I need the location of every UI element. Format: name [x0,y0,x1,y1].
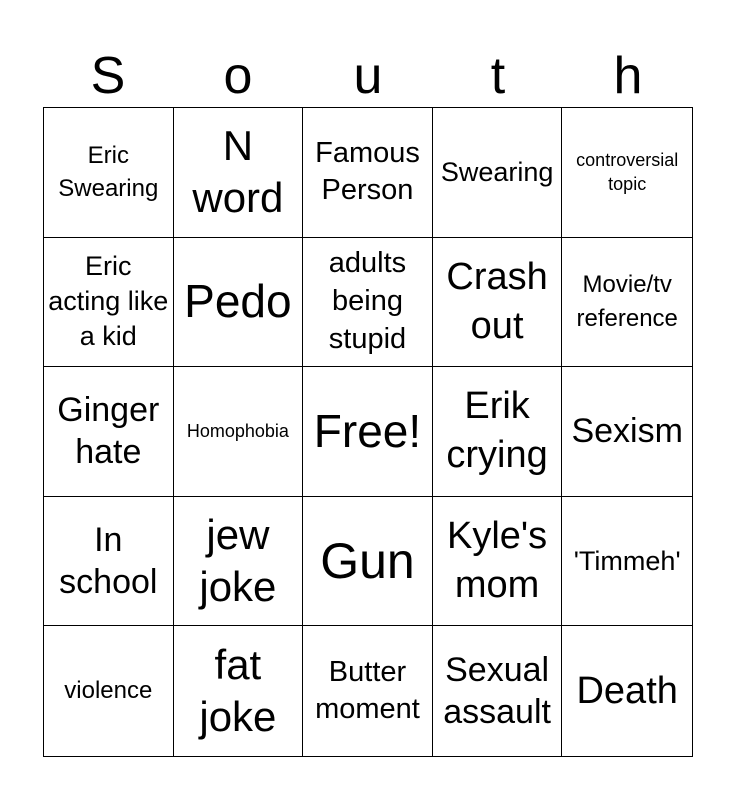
bingo-cell[interactable] [174,367,304,497]
bingo-cell[interactable] [174,108,304,238]
cell-label: Eric acting like a kid [48,251,169,352]
bingo-cell[interactable] [562,238,692,368]
bingo-cell[interactable] [174,497,304,627]
free-space-cell[interactable] [303,367,433,497]
bingo-cell[interactable] [562,626,692,756]
bingo-cell[interactable] [44,238,174,368]
cell-label: Famous Person [315,136,420,207]
cell-label: Ginger hate [57,390,160,472]
bingo-cell[interactable] [303,108,433,238]
bingo-cell[interactable] [562,497,692,627]
cell-label: Sexism [571,412,683,451]
bingo-cell[interactable] [174,238,304,368]
title-letter: h [613,47,643,105]
cell-label: Pedo [184,275,292,328]
cell-label: Movie/tv reference [576,271,678,332]
bingo-cell[interactable] [303,238,433,368]
bingo-cell[interactable] [433,238,563,368]
bingo-cell[interactable] [562,108,692,238]
bingo-cell[interactable] [44,108,174,238]
cell-label: Sexual assault [443,650,551,732]
cell-label: Swearing [440,156,554,187]
bingo-cell[interactable] [44,367,174,497]
cell-label: Eric Swearing [58,141,159,203]
cell-label: adults being stupid [328,247,407,355]
cell-label: In school [59,520,158,602]
cell-label: violence [64,677,153,705]
bingo-cell[interactable] [433,367,563,497]
bingo-cell[interactable] [433,108,563,238]
cell-label: Gun [320,532,415,589]
bingo-cell[interactable] [562,367,692,497]
cell-label: controversial topic [576,150,679,195]
cell-label: jew joke [199,510,277,611]
bingo-cell[interactable] [433,626,563,756]
cell-label: Kyle's mom [447,514,548,607]
bingo-cell[interactable] [433,497,563,627]
cell-label: Death [576,669,678,712]
bingo-cell[interactable] [303,497,433,627]
title-letter: t [490,47,506,105]
bingo-board [43,107,693,757]
cell-label: Homophobia [186,421,289,442]
bingo-cell[interactable] [303,626,433,756]
bingo-cell[interactable] [44,626,174,756]
cell-label: Erik crying [446,385,548,477]
cell-label: Crash out [446,255,548,347]
bingo-cell[interactable] [44,497,174,627]
title-letter: u [353,47,383,105]
cell-label: Butter moment [315,655,420,726]
free-space-label: Free! [313,404,422,457]
bingo-title [43,40,693,108]
title-letter: S [90,47,126,105]
cell-label: N word [192,121,284,222]
title-letter: o [223,47,253,105]
bingo-cell[interactable] [174,626,304,756]
cell-label: fat joke [199,640,277,741]
cell-label: 'Timmeh' [573,545,681,576]
